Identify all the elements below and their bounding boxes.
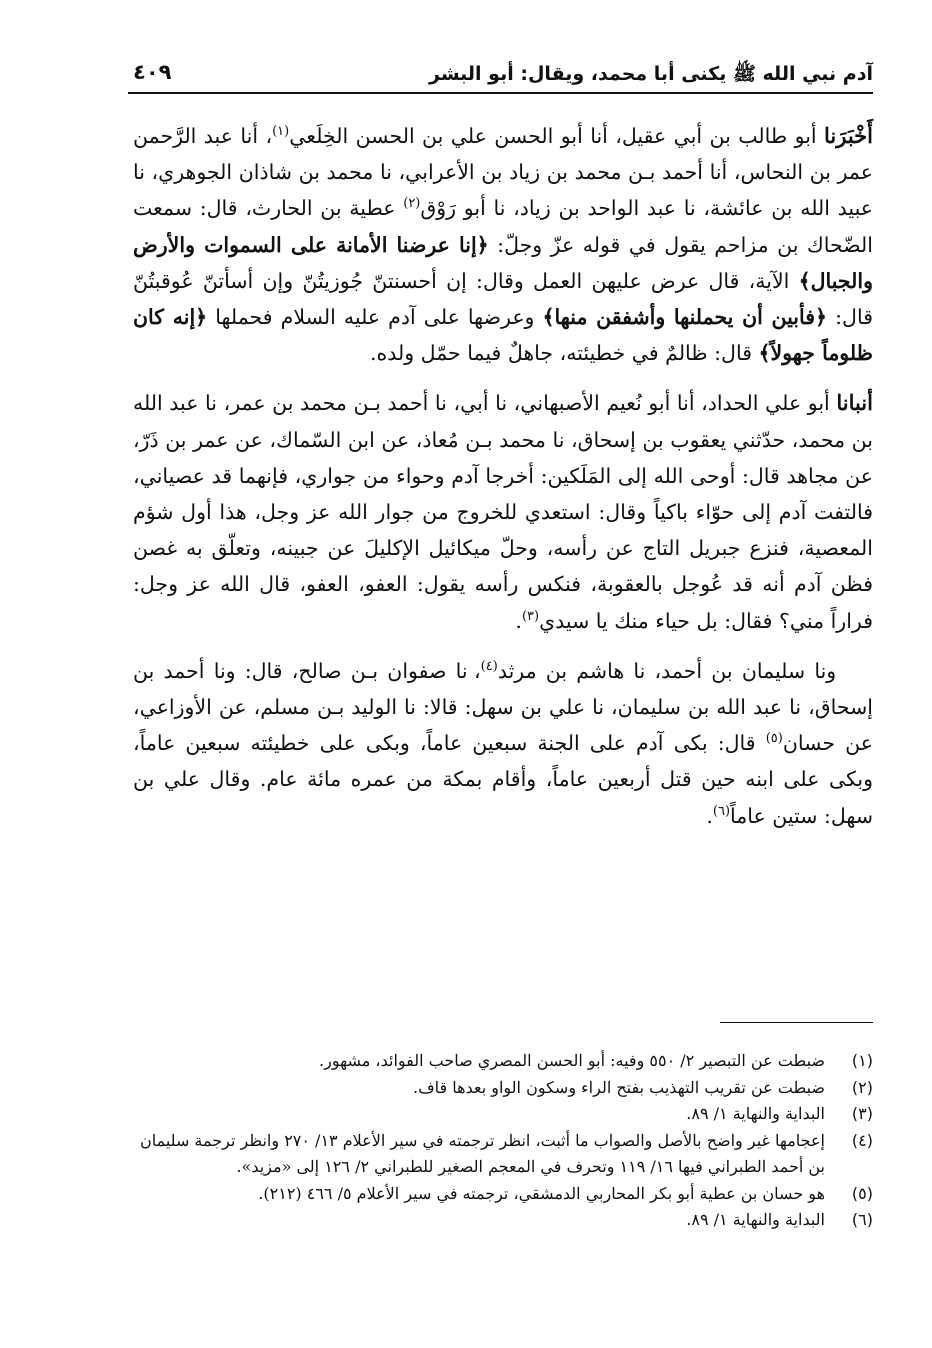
running-title: آدم نبي الله ﷺ يكنى أبا محمد، ويقال: أبو البشر [429,63,873,85]
paragraph-text: قال: بكى آدم على الجنة سبعين عاماً، وبكى على خطيئته سبعين عاماً، وبكى على ابنه حين قتل أربعين عاماً، وأقام بمكة من عمره مائة عام. وقال علي بن سهل: ستين عاماً [133,731,873,828]
footnote-2 [133,1075,873,1102]
footnote-text: هو حسان بن عطية أبو بكر المحاربي الدمشقي، ترجمته في سير الأعلام ٥/ ٤٦٦ (٢١٢). [258,1183,825,1203]
paragraph-text: ، نا صفوان بـن صالح، قال: ونا أحمد بن إسحاق، نا عبد الله بن سليمان، نا علي بن سهل: قالا: نا الوليد بـن مسلم، عن الأوزاعي، عن حسان [133,658,873,756]
paragraph-text: أبو علي الحداد، أنا أبو نُعيم الأصبهاني، نا أبي، نا أحمد بـن محمد بن عمر، نا عبد الله بن محمد، حدّثني يعقوب بن إسحاق، نا محمد بـن مُعاذ، عن ابن السّماك، عن عمر بن ذَرّ، عن مجاهد قال: أوحى الله إلى المَلَكين: أخرجا آدم وحواء من جواري، فإنهما قد عصياني، فالتفت آدم إلى حوّاء باكياً وقال: استعدي للخروج من جوار الله عز وجل، هذا أول شؤم المعصية، فنزع جبريل التاج عن رأسه، وحلّ ميكائيل الإكليلَ عن جبينه، وتعلّق به غصن فظن آدم أنه قد عُوجل بالعقوبة، فنكس رأسه يقول: العفو، العفو، قال الله عز وجل: فراراً مني؟ فقال: بل حياء منك يا سيدي [133,391,873,633]
header-divider [128,92,873,94]
paragraph-text: عطية بن الحارث، قال: سمعت الضّحاك بن مزاحم يقول في قوله عزّ وجلّ: [133,196,873,257]
paragraph-text: . [515,608,522,633]
quran-verse: ﴿فأبين أن يحملنها وأشفقن منها﴾ [542,305,828,330]
footnotes [133,1048,873,1234]
footnote-divider [720,1022,873,1023]
footnote-text: البداية والنهاية ١/ ٨٩. [686,1210,825,1229]
paragraph-text: قال: ظالمٌ في خطيئته، جاهلٌ فيما حمّل ولده. [369,341,759,366]
footnote-number: (٦) [851,1210,873,1229]
footnote-marker-6[interactable]: (٦) [712,803,731,819]
footnote-marker-1[interactable]: (١) [272,124,290,140]
paragraph-text: ونا سليمان بن أحمد، نا هاشم بن مرثد [497,658,837,683]
paragraph-text: . [706,803,713,828]
running-header [133,58,873,94]
paragraph-spacer [133,639,873,653]
footnote-number: (٥) [851,1183,873,1203]
footnote-number: (١) [851,1051,873,1070]
footnote-marker-2[interactable]: (٢) [403,196,421,212]
footnote-text: البداية والنهاية ١/ ٨٩. [686,1104,825,1123]
footnote-5 [133,1181,873,1208]
footnote-number: (٣) [851,1104,873,1123]
paragraph-2 [133,385,873,638]
paragraph-spacer [133,371,873,385]
footnote-text: إعجامها غير واضح بالأصل والصواب ما أثبت، انظر ترجمته في سير الأعلام ١٣/ ٢٧٠ وانظر ترجمة سليمان بن أحمد الطبراني فيها ١٦/ ١١٩ وتحرف في المعجم الصغير للطبراني ٢/ ١٢٦ إلى «مزيد». [139,1130,825,1176]
chain-lead-word: أنبانا [836,390,873,416]
footnote-marker-4[interactable]: (٤) [480,659,498,675]
footnote-marker-3[interactable]: (٣) [521,608,540,624]
paragraph-text: أبو طالب بن أبي عقيل، أنا أبو الحسن علي بن الحسن الخِلَعي [289,124,825,148]
footnote-6 [133,1207,873,1234]
quran-verse: ﴿إنا عرضنا الأمانة على السموات والأرض والجبال﴾ [133,232,873,293]
footnote-text: ضبطت عن تقريب التهذيب بفتح الراء وسكون الواو بعدها قاف. [412,1077,825,1097]
footnote-number: (٤) [851,1130,873,1150]
quran-verse: ﴿إنه كان ظلوماً جهولاً﴾ [133,305,873,366]
main-text [133,118,873,834]
paragraph-1 [133,118,873,371]
paragraph-text: ، أنا عبد الرَّحمن عمر بن النحاس، أنا أحمد بـن محمد بن زياد بن الأعرابي، نا محمد بن شاذان الجوهري، نا عبيد الله بن عائشة، نا عبد الواحد بن زياد، نا أبو رَوْق [133,124,874,221]
footnote-3 [133,1101,873,1128]
footnote-text: ضبطت عن التبصير ٢/ ٥٥٠ وفيه: أبو الحسن المصري صاحب الفوائد، مشهور. [319,1051,825,1070]
footnote-number: (٢) [851,1077,873,1097]
footnote-4 [133,1128,873,1181]
paragraph-text: الآية، قال عرض عليهن العمل وقال: إن أحسنتنّ جُوزيتُنّ وإن أسأتنّ عُوقبتُنّ قال: [133,268,873,330]
footnote-1 [133,1048,873,1075]
chain-lead-word: أَخْبَرَنا [824,123,873,148]
paragraph-3 [133,653,873,834]
page-number: ٤٠٩ [133,60,172,84]
paragraph-text: وعرضها على آدم عليه السلام فحملها [207,305,543,330]
footnote-marker-5[interactable]: (٥) [765,731,783,747]
